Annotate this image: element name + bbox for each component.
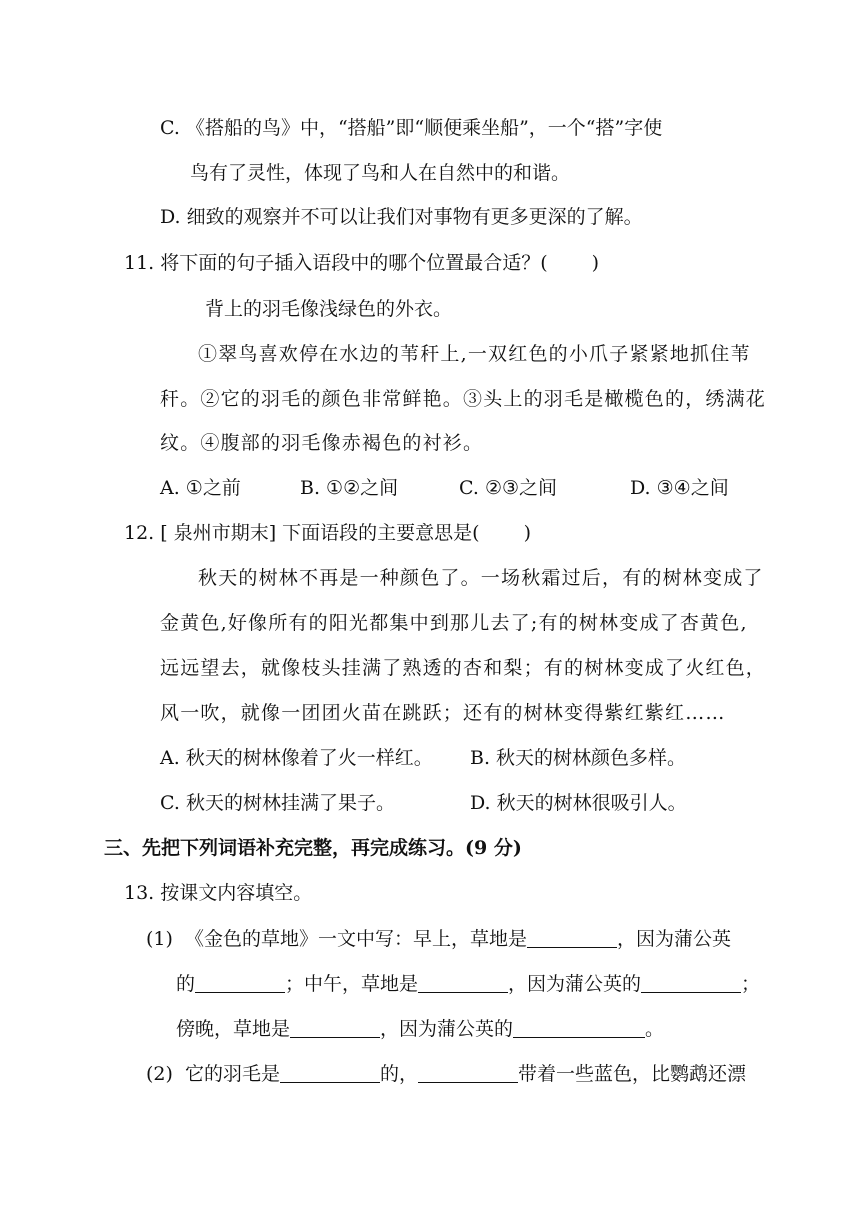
- q11-prompt-text: 11. 将下面的句子插入语段中的哪个位置最合适？(: [124, 252, 548, 274]
- fill-blank[interactable]: [280, 1064, 380, 1083]
- q13-part1-text: ，因为蒲公英的: [380, 1018, 514, 1040]
- q13-part2-line1: [146, 1064, 746, 1084]
- q12-prompt-text: 12. [ 泉州市期末] 下面语段的主要意思是(: [124, 522, 480, 544]
- q11-prompt-close: ): [591, 252, 600, 274]
- q12-option-a: A. 秋天的树林像着了火一样红。: [160, 747, 433, 769]
- q12-option-d: D. 秋天的树林很吸引人。: [470, 792, 687, 814]
- q13-part1-text: ，因为蒲公英的: [508, 973, 642, 995]
- q11-option-a: A. ①之前: [160, 477, 241, 499]
- q12-passage-line: 秋天的树林不再是一种颜色了。一场秋霜过后，有的树林变成了: [198, 567, 764, 589]
- q12-option-b: B. 秋天的树林颜色多样。: [470, 747, 687, 769]
- q13-part1-text: ，因为蒲公英: [616, 928, 731, 950]
- q10-option-d: D. 细致的观察并不可以让我们对事物有更多更深的了解。: [160, 206, 643, 228]
- q13-part1-line2: [176, 974, 760, 994]
- fill-blank[interactable]: [513, 1019, 645, 1038]
- q12-option-c: C. 秋天的树林挂满了果子。: [160, 792, 395, 814]
- q13-part2-text: 带着一些蓝色，比鹦鹉还漂: [518, 1063, 747, 1085]
- q13-prompt: 13. 按课文内容填空。: [124, 882, 313, 904]
- q13-part1-text: ；中午，草地是: [285, 973, 419, 995]
- q11-option-c: C. ②③之间: [459, 477, 558, 499]
- fill-blank[interactable]: [641, 974, 741, 993]
- section-heading: 三、先把下列词语补充完整，再完成练习。(9 分): [104, 837, 522, 859]
- q13-part1-text: 。: [645, 1018, 665, 1040]
- fill-blank[interactable]: [195, 974, 285, 993]
- fill-blank[interactable]: [418, 974, 508, 993]
- q13-part1-text: 傍晚，草地是: [176, 1018, 291, 1040]
- q13-part1-text: 《金色的草地》一文中写：早上，草地是: [184, 928, 527, 950]
- q13-part1-text: ；: [741, 973, 761, 995]
- q11-passage-line: 纹。④腹部的羽毛像赤褐色的衬衫。: [160, 432, 484, 454]
- q12-passage-line: 金黄色,好像所有的阳光都集中到那儿去了;有的树林变成了杏黄色,: [160, 612, 748, 634]
- q11-passage-line: 秆。②它的羽毛的颜色非常鲜艳。③头上的羽毛是橄榄色的，绣满花: [160, 388, 767, 410]
- q11-option-b: B. ①②之间: [300, 477, 399, 499]
- q11-prompt: [124, 254, 599, 273]
- q13-part1-line1: [146, 929, 731, 949]
- q11-passage-line: ①翠鸟喜欢停在水边的苇秆上,一双红色的小爪子紧紧地抓住苇: [198, 343, 751, 365]
- q11-sentence: 背上的羽毛像浅绿色的外衣。: [205, 298, 453, 320]
- q12-passage-line: 远远望去，就像枝头挂满了熟透的杏和梨；有的树林变成了火红色，: [160, 657, 767, 679]
- fill-blank[interactable]: [290, 1019, 380, 1038]
- q10-option-c-line2: 鸟有了灵性，体现了鸟和人在自然中的和谐。: [190, 162, 571, 184]
- q13-part2-text: 的，: [379, 1063, 418, 1085]
- q11-option-d: D. ③④之间: [630, 477, 729, 499]
- q12-passage-line: 风一吹，就像一团团火苗在跳跃；还有的树林变得紫红紫红……: [160, 702, 726, 724]
- q13-part1-number: (1): [146, 928, 173, 950]
- q12-prompt-close: ): [523, 522, 531, 544]
- q12-prompt: [124, 524, 531, 543]
- fill-blank[interactable]: [527, 929, 617, 948]
- q13-part2-number: (2): [146, 1063, 173, 1085]
- q13-part1-line3: [176, 1019, 664, 1039]
- fill-blank[interactable]: [418, 1064, 518, 1083]
- q10-option-c-line1: C. 《搭船的鸟》中，“搭船”即“顺便乘坐船”，一个“搭”字使: [160, 117, 663, 139]
- q13-part2-text: 它的羽毛是: [184, 1063, 280, 1085]
- q13-part1-text: 的: [176, 973, 196, 995]
